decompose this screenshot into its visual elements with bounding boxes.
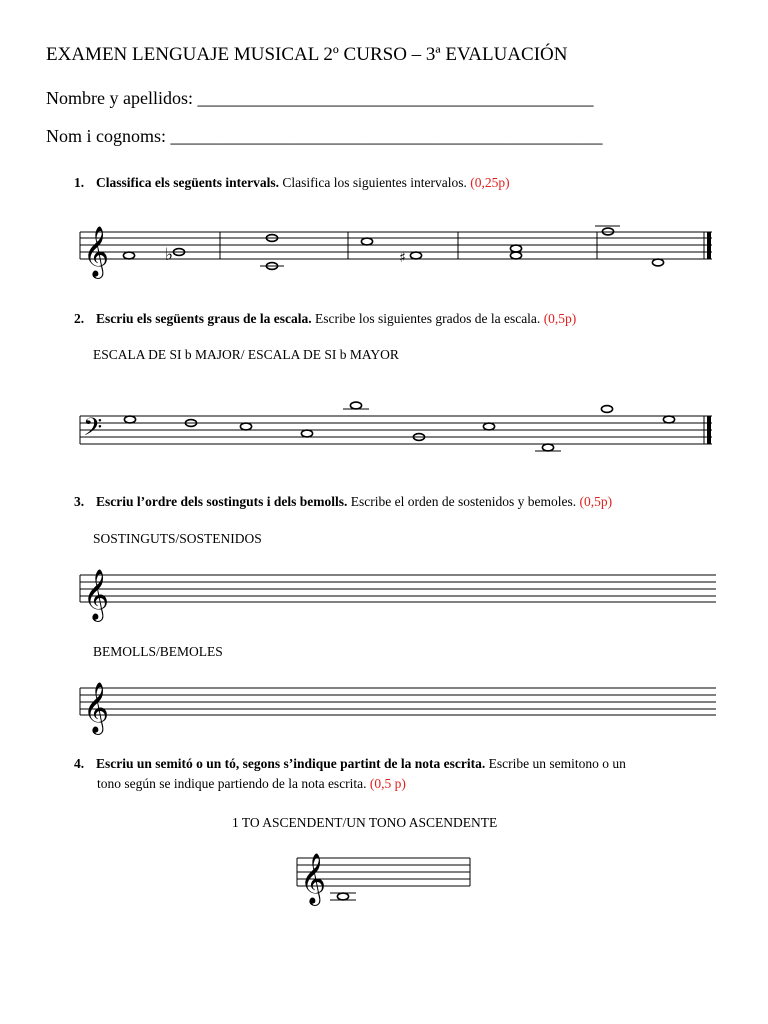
name-field-es[interactable]: Nombre y apellidos: ____________________________________________ bbox=[46, 88, 594, 108]
treble-clef-icon: 𝄞 bbox=[83, 226, 110, 277]
question-points: (0,5p) bbox=[579, 494, 613, 509]
question-points: (0,5p) bbox=[543, 311, 577, 326]
question-points: (0,5 p) bbox=[369, 776, 406, 791]
staff-scale bbox=[80, 409, 712, 451]
tone-label: 1 TO ASCENDENT/UN TONO ASCENDENTE bbox=[232, 815, 498, 830]
whole-note bbox=[663, 416, 674, 423]
question-text-es: Escribe el orden de sostenidos y bemoles. bbox=[350, 494, 577, 509]
whole-note bbox=[652, 259, 663, 266]
question-number: 3. bbox=[74, 494, 85, 509]
treble-clef-icon: 𝄞 bbox=[83, 682, 110, 733]
question-text-es-1: Escribe un semitono o un bbox=[488, 756, 626, 771]
exam-title: EXAMEN LENGUAJE MUSICAL 2º CURSO – 3ª EVALUACIÓN bbox=[46, 44, 568, 65]
whole-note bbox=[542, 444, 553, 451]
staff-flats bbox=[80, 688, 716, 715]
question-text-ca: Escriu un semitó o un tó, segons s’indique partint de la nota escrita. bbox=[96, 756, 486, 771]
whole-note bbox=[301, 430, 312, 437]
whole-note bbox=[410, 252, 421, 259]
question-text-ca: Classifica els següents intervals. bbox=[96, 175, 279, 190]
treble-clef-icon: 𝄞 bbox=[83, 569, 110, 620]
whole-note bbox=[240, 423, 251, 430]
question-points: (0,25p) bbox=[470, 175, 510, 190]
question-number: 1. bbox=[74, 175, 85, 190]
notes bbox=[123, 228, 674, 900]
name-field-ca[interactable]: Nom i cognoms: ________________________________________________ bbox=[46, 126, 603, 146]
flat-icon: ♭ bbox=[165, 245, 174, 265]
question-number: 2. bbox=[74, 311, 85, 326]
question-text-ca: Escriu els següents graus de la escala. bbox=[96, 311, 312, 326]
whole-note bbox=[124, 416, 135, 423]
staff-sharps bbox=[80, 575, 716, 602]
whole-note bbox=[483, 423, 494, 430]
question-number: 4. bbox=[74, 756, 85, 771]
treble-clef-icon: 𝄞 bbox=[300, 853, 327, 904]
whole-note bbox=[510, 252, 521, 259]
bass-clef-icon: 𝄢 bbox=[83, 413, 103, 448]
question-text-ca: Escriu l’ordre dels sostinguts i dels bemolls. bbox=[96, 494, 348, 509]
whole-note bbox=[337, 893, 348, 900]
question-text-es: Clasifica los siguientes intervalos. bbox=[282, 175, 467, 190]
flats-label: BEMOLLS/BEMOLES bbox=[93, 644, 223, 659]
question-text-es-2: tono según se indique partiendo de la nota escrita. bbox=[97, 776, 367, 791]
whole-note bbox=[350, 402, 361, 409]
question-text-es: Escribe los siguientes grados de la escala. bbox=[315, 311, 541, 326]
sharps-label: SOSTINGUTS/SOSTENIDOS bbox=[93, 531, 262, 546]
scale-label: ESCALA DE SI b MAJOR/ ESCALA DE SI b MAYOR bbox=[93, 347, 399, 362]
whole-note bbox=[510, 245, 521, 252]
sharp-icon: ♯ bbox=[399, 250, 406, 266]
whole-note bbox=[601, 406, 612, 413]
staff-intervals bbox=[80, 226, 712, 266]
whole-note bbox=[123, 252, 134, 259]
whole-note bbox=[361, 238, 372, 245]
